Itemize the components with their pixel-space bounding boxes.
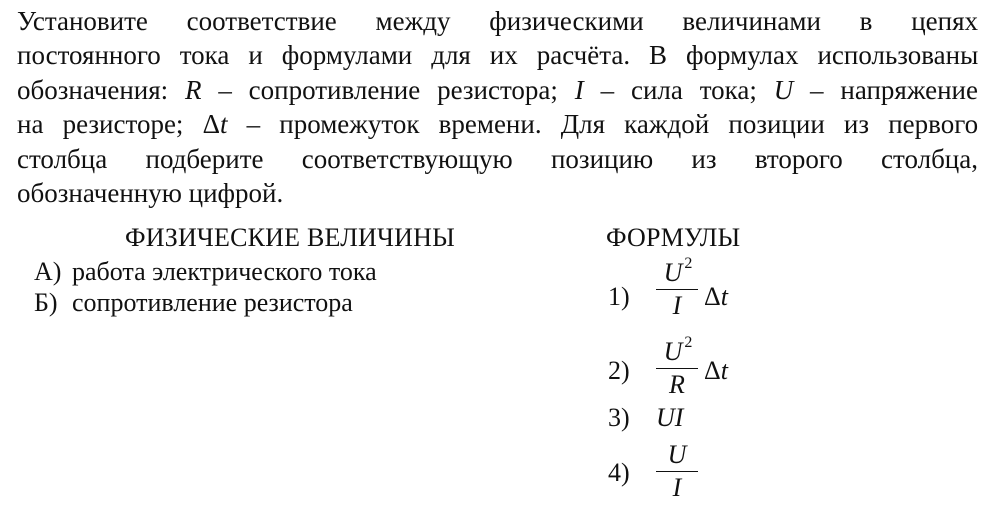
variable-symbol: t bbox=[219, 109, 228, 140]
formula-expression: UI bbox=[656, 403, 684, 432]
problem-text-segment: – сила тока; bbox=[583, 74, 774, 105]
quantities-header: ФИЗИЧЕСКИЕ ВЕЛИЧИНЫ bbox=[125, 223, 455, 252]
problem-text-segment: обозначения: bbox=[17, 74, 185, 105]
problem-line bbox=[17, 176, 978, 210]
quantity-mark: Б) bbox=[34, 288, 58, 317]
problem-line bbox=[17, 38, 978, 72]
formula-number: 3) bbox=[608, 403, 630, 432]
problem-text-segment: – промежуток времени. Для каждой позиции из первого bbox=[227, 109, 979, 140]
quantity-item-a bbox=[34, 257, 377, 287]
problem-text-segment: Установите соответствие между физическими величинами в цепях bbox=[17, 6, 978, 36]
problem-line bbox=[17, 142, 978, 176]
formula-denominator: I bbox=[672, 291, 682, 320]
time-var: t bbox=[720, 282, 728, 311]
problem-statement bbox=[17, 4, 978, 210]
problem-line bbox=[17, 73, 978, 107]
formula-number: 4) bbox=[608, 458, 630, 487]
problem-line bbox=[17, 4, 978, 38]
formula-multiplier bbox=[704, 356, 728, 386]
exponent: 2 bbox=[684, 334, 693, 351]
variable-symbol: R bbox=[184, 74, 202, 105]
formula-numerator: U bbox=[667, 440, 687, 469]
quantity-text: сопротивление резистора bbox=[72, 288, 353, 317]
fraction-bar bbox=[656, 289, 698, 290]
formula-fraction bbox=[656, 440, 698, 503]
formula-multiplier bbox=[704, 282, 728, 312]
formula-numerator bbox=[656, 334, 698, 367]
variable-symbol: U bbox=[773, 74, 794, 105]
problem-text-segment: обозначенную цифрой. bbox=[17, 178, 284, 209]
formula-fraction bbox=[656, 255, 698, 321]
delta-symbol: Δ bbox=[704, 356, 721, 385]
problem-line bbox=[17, 107, 978, 141]
quantity-item-b bbox=[34, 288, 353, 318]
delta-symbol: Δ bbox=[704, 282, 721, 311]
numerator-var: U bbox=[663, 337, 683, 366]
variable-symbol: I bbox=[574, 74, 584, 105]
formula-numerator bbox=[656, 255, 698, 288]
formula-number: 1) bbox=[608, 282, 630, 311]
quantity-text: работа электрического тока bbox=[72, 257, 377, 286]
problem-text-segment: постоянного тока и формулами для их расчёта. В формулах использованы bbox=[17, 40, 979, 71]
numerator-var: U bbox=[663, 258, 683, 287]
time-var: t bbox=[720, 356, 728, 385]
quantity-mark: А) bbox=[34, 257, 62, 286]
problem-text-segment: – напряжение bbox=[793, 74, 978, 105]
exponent: 2 bbox=[684, 255, 693, 272]
fraction-bar bbox=[656, 471, 698, 472]
problem-text-segment: столбца подберите соответствующую позицию из второго столбца, bbox=[17, 143, 978, 174]
formula-number: 2) bbox=[608, 356, 630, 385]
fraction-bar bbox=[656, 368, 698, 369]
formulas-header: ФОРМУЛЫ bbox=[606, 223, 741, 252]
problem-text-segment: на резисторе; Δ bbox=[17, 109, 220, 140]
formula-fraction bbox=[656, 334, 698, 400]
formula-denominator: R bbox=[669, 370, 685, 399]
formula-denominator: I bbox=[672, 473, 682, 502]
problem-text-segment: – сопротивление резистора; bbox=[201, 74, 575, 105]
